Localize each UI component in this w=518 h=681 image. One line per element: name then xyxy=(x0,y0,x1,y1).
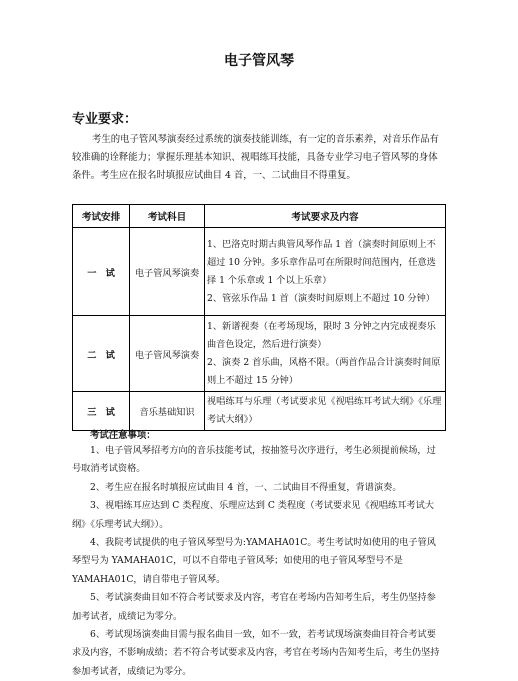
note-item: 2、考生应在报名时填报应试曲目 4 首，一、二试曲目不得重复，背谱演奏。 xyxy=(90,481,402,493)
subject-cell: 音乐基础知识 xyxy=(130,392,205,431)
subject-cell: 电子管风琴演奏 xyxy=(130,316,205,392)
round-cell: 一 试 xyxy=(73,228,130,316)
content-cell: 视唱练耳与乐理（考试要求见《视唱练耳考试大纲》《乐理考试大纲》） xyxy=(205,392,446,431)
notes-list xyxy=(72,442,444,681)
note-item: 1、电子管风琴招考方向的音乐技能考试，按抽签号次序进行，考生必须提前候场，过号取消考试资格。 xyxy=(72,445,436,475)
note-item: 3、视唱练耳应达到 C 类程度、乐理应达到 C 类程度（考试要求见《视唱练耳考试大纲》《乐理考试大纲》）。 xyxy=(72,500,434,530)
content-cell: 1、巴洛克时期古典管风琴作品 1 首（演奏时间原则上不超过 10 分钟。多乐章作品可在所限时间范围内，任意选择 1 个乐章或 1 个以上乐章） 2、管弦乐作品 1 首（演奏时间原则上不超过 10 分钟） xyxy=(205,228,446,316)
table-row xyxy=(73,392,446,431)
header-content: 考试要求及内容 xyxy=(205,205,446,228)
subject-cell: 电子管风琴演奏 xyxy=(130,228,205,316)
table-row xyxy=(73,316,446,392)
notes-heading: 考试注意事项： xyxy=(90,430,156,441)
intro-paragraph xyxy=(72,131,444,185)
content-cell: 1、新谱视奏（在考场现场，限时 3 分钟之内完成视奏乐曲音色设定，然后进行演奏） 2、演奏 2 首乐曲，风格不限。（两首作品合计演奏时间原则上不超过 15 分钟） xyxy=(205,316,446,392)
table-row xyxy=(73,228,446,316)
header-subject: 考试科目 xyxy=(130,205,205,228)
note-item: 6、考试现场演奏曲目需与报名曲目一致，如不一致，若考试现场演奏曲目符合考试要求及内容，不影响成绩；若不符合考试要求及内容，考官在考场内告知考生后，考生仍坚持参加考试者，成绩记为零分。 xyxy=(72,629,440,677)
header-round: 考试安排 xyxy=(73,205,130,228)
intro-text: 考生的电子管风琴演奏经过系统的演奏技能训练，有一定的音乐素养，对音乐作品有较准确的诠释能力；掌握乐理基本知识、视唱练耳技能，具备专业学习电子管风琴的身体条件。考生应在报名时填报应试曲目 4 首，一、二试曲目不得重复。 xyxy=(72,134,439,181)
table-header-row xyxy=(73,205,446,228)
document-title: 电子管风琴 xyxy=(224,53,294,69)
note-item: 5、考试演奏曲目如不符合考试要求及内容，考官在考场内告知考生后，考生仍坚持参加考试者，成绩记为零分。 xyxy=(72,592,436,622)
round-cell: 二 试 xyxy=(73,316,130,392)
note-item: 4、我院考试提供的电子管风琴型号为:YAMAHA01C。考生考试时如使用的电子管风琴型号为 YAMAHA01C，可以不自带电子管风琴；如使用的电子管风琴型号不是 YAMAHA01C，请自带电子管风琴。 xyxy=(72,537,436,585)
exam-table xyxy=(72,204,446,431)
round-cell: 三 试 xyxy=(73,392,130,431)
section-heading: 专业要求： xyxy=(72,112,138,127)
